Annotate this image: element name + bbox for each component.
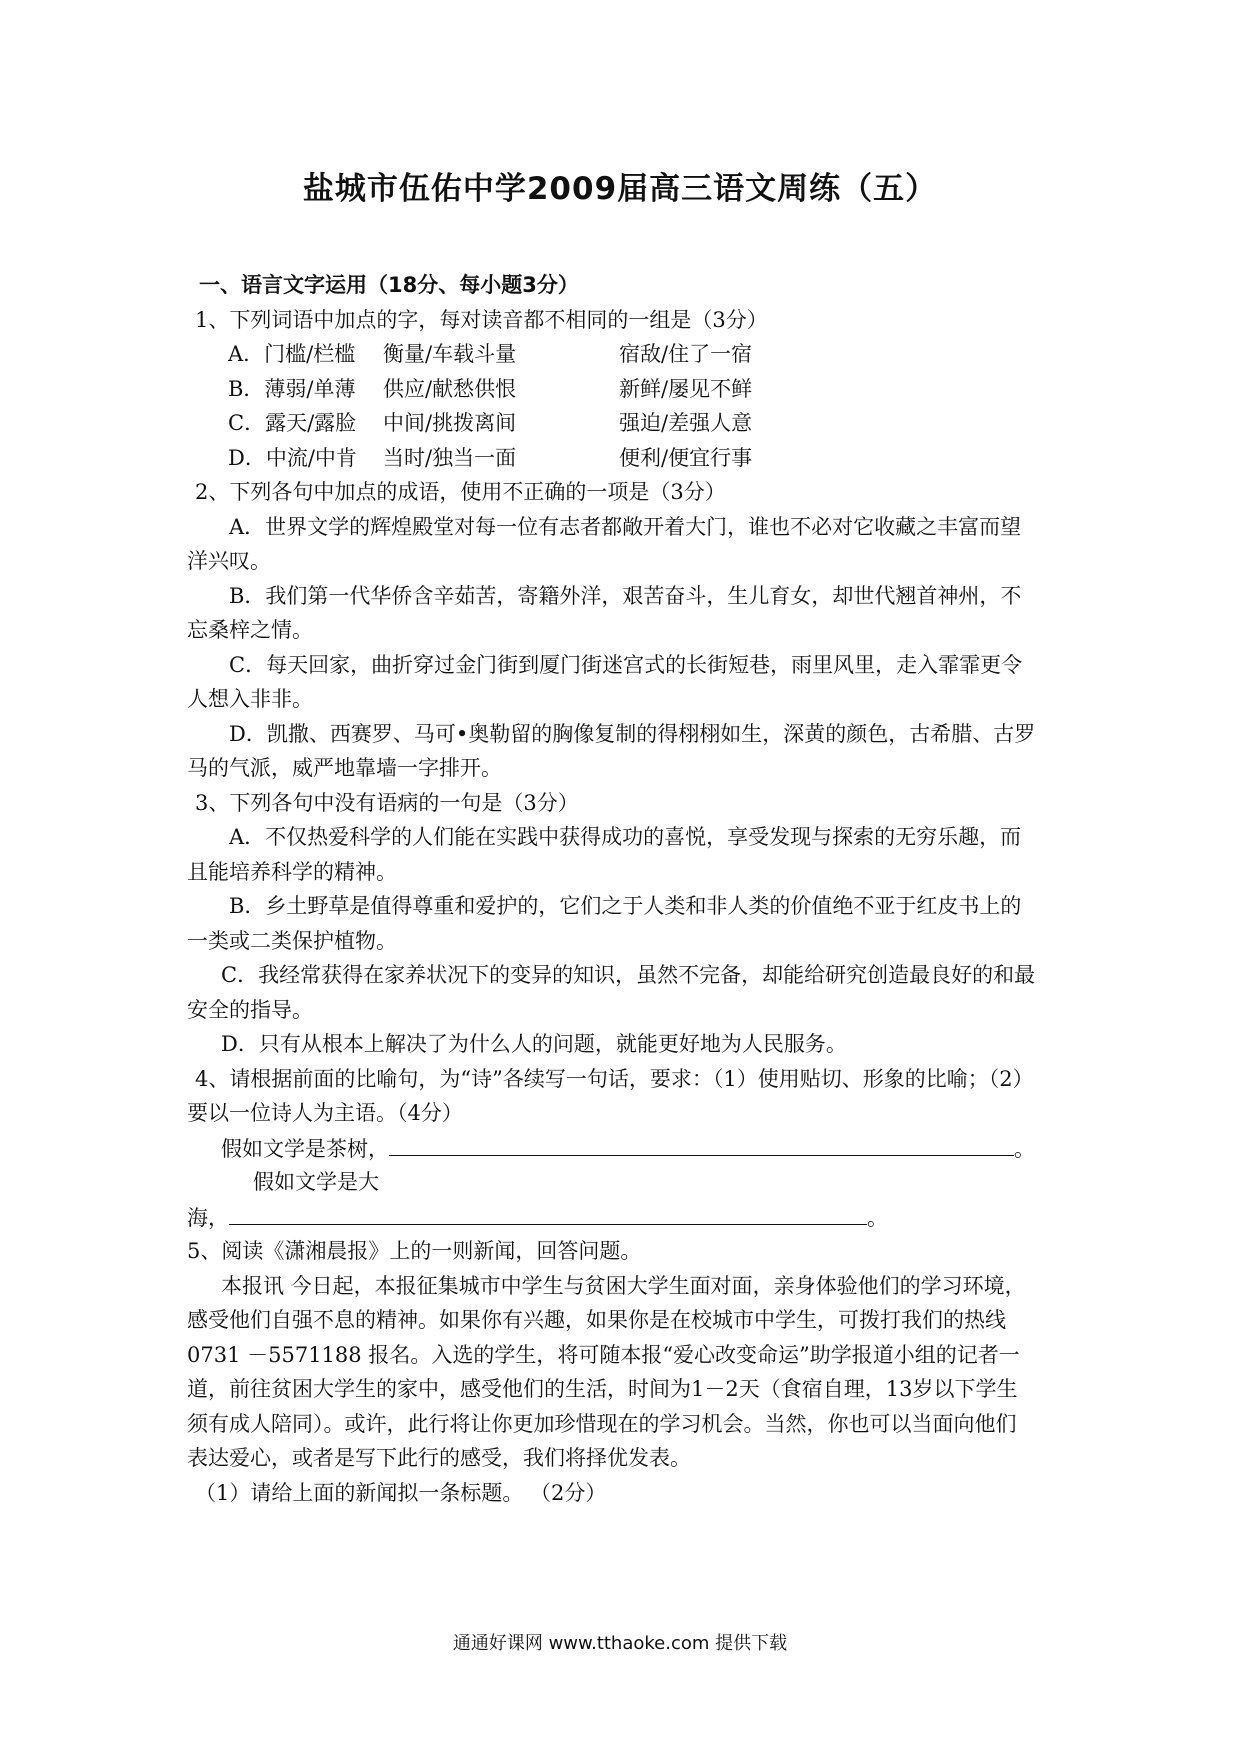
question-4-stem-cont: 要以一位诗人为主语。（4分） <box>187 1101 463 1125</box>
exam-content <box>187 268 1057 1510</box>
answer-blank-2[interactable] <box>229 1200 867 1225</box>
option-cell: 当时/独当一面 <box>383 445 517 470</box>
option-cell: 强迫/差强人意 <box>619 411 753 435</box>
news-paragraph-line: 表达爱心，或者是写下此行的感受，我们将择优发表。 <box>187 1446 691 1470</box>
option-cell: 便利/便宜行事 <box>619 445 753 470</box>
page-footer: 通通好课网 www.tthaoke.com 提供下载 <box>452 1633 788 1654</box>
question-2-option-a: A．世界文学的辉煌殿堂对每一位有志者都敞开着大门，谁也不必对它收藏之丰富而望 <box>229 514 1022 539</box>
answer-end: 。 <box>867 1205 888 1230</box>
question-4-stem: 4、请根据前面的比喻句，为“诗”各续写一句话，要求：（1）使用贴切、形象的比喻；（2） <box>195 1066 1034 1091</box>
question-3-option-d: D．只有从根本上解决了为什么人的问题，就能更好地为人民服务。 <box>221 1032 847 1056</box>
question-2-option-d: D．凯撒、西赛罗、马可•奥勒留的胸像复制的得栩栩如生，深黄的颜色，古希腊、古罗 <box>229 721 1036 746</box>
question-2-option-c: C．每天回家，曲折穿过金门街到厦门街迷宫式的长街短巷，雨里风里，走入霏霏更令 <box>229 652 1023 677</box>
option-cell: 中间/挑拨离间 <box>383 411 517 435</box>
question-3-option-c-cont: 安全的指导。 <box>187 997 313 1022</box>
question-2-option-b-cont: 忘桑梓之情。 <box>187 618 313 642</box>
question-2-stem: 2、下列各句中加点的成语，使用不正确的一项是（3分） <box>195 480 726 504</box>
section-heading: 一、语言文字运用（18分、每小题3分） <box>199 273 579 297</box>
question-2-option-c-cont: 人想入非非。 <box>187 687 313 711</box>
question-5-sub-1: （1）请给上面的新闻拟一条标题。 （2分） <box>195 1480 607 1505</box>
option-cell: D．中流/中肯 <box>228 445 357 470</box>
option-cell: C．露天/露脸 <box>228 411 357 435</box>
answer-prompt: 海， <box>187 1205 229 1230</box>
question-1-option-b <box>187 372 1057 407</box>
question-1-option-d <box>187 441 1057 476</box>
question-3-option-b-cont: 一类或二类保护植物。 <box>187 928 397 953</box>
news-paragraph-line: 感受他们自强不息的精神。如果你有兴趣，如果你是在校城市中学生，可拨打我们的热线 <box>187 1308 1006 1332</box>
option-cell: 供应/献愁供恨 <box>383 376 517 401</box>
question-4-answer-2 <box>187 1200 1057 1235</box>
answer-end: 。 <box>1014 1136 1035 1161</box>
option-cell: A．门槛/栏槛 <box>228 342 356 366</box>
news-paragraph-line: 须有成人陪同）。或许，此行将让你更加珍惜现在的学习机会。当然，你也可以当面向他们 <box>187 1411 1017 1436</box>
question-3-option-b: B．乡土野草是值得尊重和爱护的，它们之于人类和非人类的价值绝不亚于红皮书上的 <box>229 894 1022 918</box>
question-1-stem: 1、下列词语中加点的字，每对读音都不相同的一组是（3分） <box>195 307 768 332</box>
news-paragraph-line: 道，前往贫困大学生的家中，感受他们的生活，时间为1－2天（食宿自理，13岁以下学生 <box>187 1377 1018 1401</box>
question-4-answer-1 <box>187 1131 1057 1166</box>
question-3-option-c: C．我经常获得在家养状况下的变异的知识，虽然不完备，却能给研究创造最良好的和最 <box>221 963 1036 987</box>
question-4-answer-2-prompt: 假如文学是大 <box>253 1170 379 1194</box>
option-cell: B．薄弱/单薄 <box>228 376 356 401</box>
option-cell: 宿敌/住了一宿 <box>619 342 753 366</box>
question-2-option-d-cont: 马的气派，威严地靠墙一字排开。 <box>187 756 502 780</box>
question-2-option-a-cont: 洋兴叹。 <box>187 549 271 573</box>
question-3-option-a: A．不仅热爱科学的人们能在实践中获得成功的喜悦，享受发现与探索的无穷乐趣，而 <box>229 825 1022 849</box>
question-2-option-b: B．我们第一代华侨含辛茹苦，寄籍外洋，艰苦奋斗，生儿育女，却世代翘首神州，不 <box>229 583 1022 608</box>
question-1-option-c <box>187 406 1057 441</box>
page-title: 盐城市伍佑中学2009届高三语文周练（五） <box>302 171 938 207</box>
news-paragraph-line: 0731 －5571188 报名。入选的学生，将可随本报“爱心改变命运”助学报道小组的记者一 <box>187 1342 1020 1367</box>
news-paragraph-line: 本报讯 今日起，本报征集城市中学生与贫困大学生面对面，亲身体验他们的学习环境， <box>221 1273 1026 1298</box>
option-cell: 新鲜/屡见不鲜 <box>619 376 753 401</box>
question-3-stem: 3、下列各句中没有语病的一句是（3分） <box>195 790 579 815</box>
question-1-option-a <box>187 337 1057 372</box>
option-cell: 衡量/车载斗量 <box>383 342 517 366</box>
answer-prompt: 假如文学是茶树， <box>221 1136 389 1161</box>
answer-blank-1[interactable] <box>389 1131 1014 1156</box>
question-5-stem: 5、阅读《潇湘晨报》上的一则新闻，回答问题。 <box>187 1239 642 1263</box>
question-3-option-a-cont: 且能培养科学的精神。 <box>187 859 397 884</box>
